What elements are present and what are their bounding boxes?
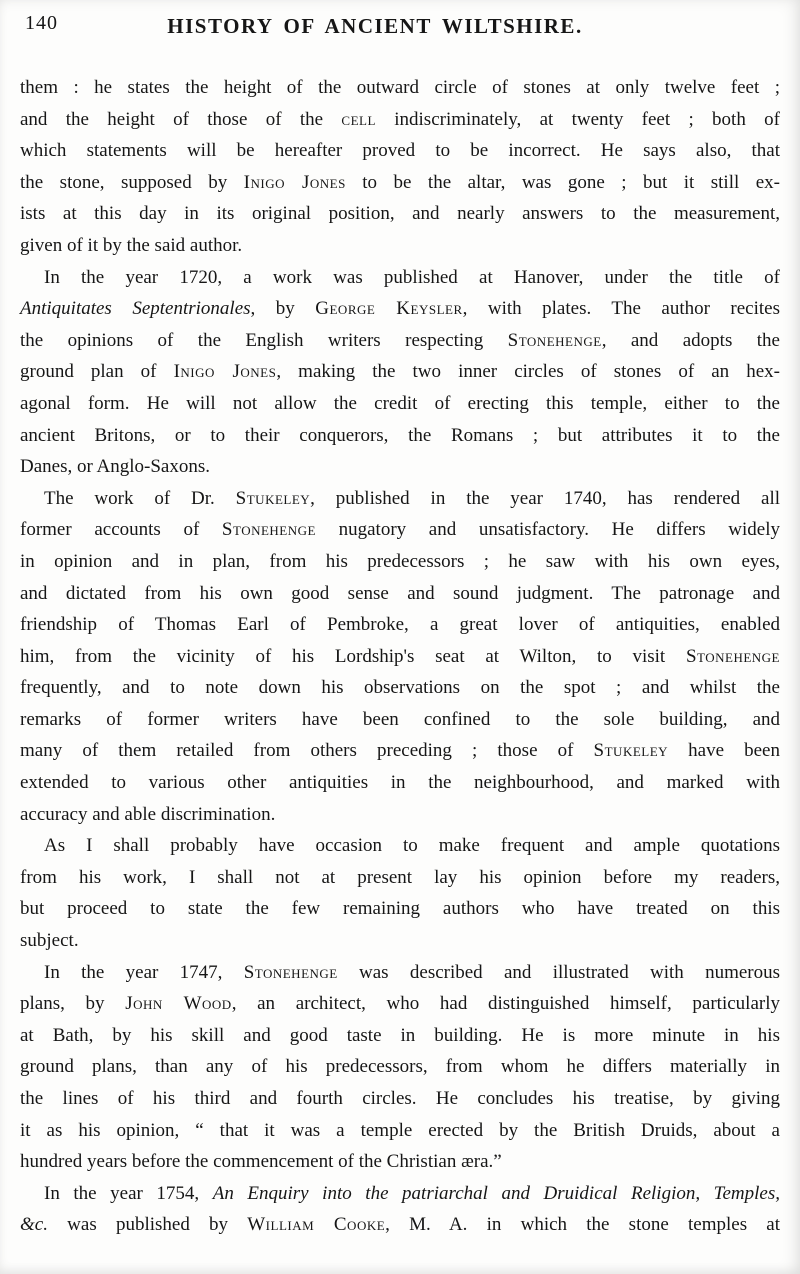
text-line bbox=[20, 167, 780, 199]
body-text: the lines of his third and fourth circles. He concludes his treatise, by giving bbox=[20, 1088, 780, 1109]
text-line bbox=[20, 578, 780, 610]
body-text: have been bbox=[668, 740, 780, 762]
text-line bbox=[20, 356, 780, 388]
body-text: was published by bbox=[47, 1214, 248, 1236]
body-text: , published in the year 1740, has rendered all bbox=[310, 487, 781, 509]
text-line bbox=[20, 1020, 780, 1052]
body-text: from his work, I shall not at present lay his opinion before my readers, bbox=[20, 866, 780, 888]
italic-text: &c. bbox=[20, 1214, 48, 1236]
text-line bbox=[20, 230, 780, 262]
body-text: accuracy and able discrimination. bbox=[20, 803, 276, 825]
body-text: the stone, supposed by bbox=[20, 171, 244, 193]
text-line bbox=[20, 1083, 780, 1115]
body-text: Danes, or Anglo-Saxons. bbox=[20, 456, 210, 478]
small-caps-text: Stonehenge bbox=[507, 329, 602, 351]
paragraph bbox=[20, 72, 780, 262]
small-caps-text: Stukeley bbox=[235, 487, 311, 509]
body-text: In the year 1720, a work was published at Hanover, under the title of bbox=[44, 266, 780, 288]
small-caps-text: Stukeley bbox=[593, 740, 669, 762]
body-text: given of it by the said author. bbox=[20, 234, 243, 256]
body-text: and dictated from his own good sense and sound judgment. The patronage and bbox=[20, 582, 780, 604]
text-line bbox=[20, 388, 780, 420]
text-line bbox=[20, 609, 780, 641]
body-text: which statements will be hereafter proved to be incorrect. He says also, that bbox=[20, 140, 780, 162]
body-text: ground plan of bbox=[20, 361, 174, 383]
body-text: was described and illustrated with numerous bbox=[337, 961, 780, 983]
text-line bbox=[20, 799, 780, 831]
text-line bbox=[20, 262, 780, 294]
small-caps-text: cell bbox=[341, 108, 376, 130]
text-line bbox=[20, 135, 780, 167]
body-text: In the year 1747, bbox=[44, 961, 244, 983]
body-text: ists at this day in its original position, and nearly answers to the measurement, bbox=[20, 203, 780, 225]
body-text: in opinion and in plan, from his predecessors ; he saw with his own eyes, bbox=[20, 550, 780, 572]
body-text: former accounts of bbox=[20, 519, 222, 541]
body-text: at Bath, by his skill and good taste in building. He is more minute in his bbox=[20, 1024, 780, 1046]
body-text: agonal form. He will not allow the credit of erecting this temple, either to the bbox=[20, 392, 780, 414]
page-body bbox=[20, 72, 780, 1241]
body-text: In the year 1754, bbox=[44, 1182, 213, 1204]
body-text: but proceed to state the few remaining authors who have treated on this bbox=[20, 898, 780, 920]
running-title: HISTORY OF ANCIENT WILTSHIRE. bbox=[167, 14, 583, 38]
body-text: extended to various other antiquities in the neighbourhood, and marked with bbox=[20, 772, 780, 794]
small-caps-text: George Keysler bbox=[315, 298, 463, 320]
body-text: them : he states the height of the outward circle of stones at only twelve feet ; bbox=[20, 77, 780, 98]
body-text: hundred years before the commencement of the Christian æra.” bbox=[20, 1151, 502, 1173]
paragraph bbox=[20, 262, 780, 483]
text-line bbox=[20, 1146, 780, 1178]
body-text: , making the two inner circles of stones of an hex- bbox=[276, 361, 780, 383]
page-header bbox=[0, 0, 800, 44]
body-text: , with plates. The author recites bbox=[462, 298, 780, 320]
text-line bbox=[20, 672, 780, 704]
body-text: , and adopts the bbox=[601, 329, 780, 351]
text-line bbox=[20, 1051, 780, 1083]
small-caps-text: William Cooke bbox=[247, 1214, 386, 1236]
text-line bbox=[20, 735, 780, 767]
text-line bbox=[20, 1178, 780, 1210]
text-line bbox=[20, 767, 780, 799]
italic-text: An Enquiry into the patriarchal and Druidical Religion, Temples, bbox=[212, 1182, 780, 1204]
text-line bbox=[20, 514, 780, 546]
text-line bbox=[20, 483, 780, 515]
text-line bbox=[20, 830, 780, 862]
text-line bbox=[20, 293, 780, 325]
body-text: The work of Dr. bbox=[44, 487, 236, 509]
text-line bbox=[20, 1115, 780, 1147]
paragraph bbox=[20, 483, 780, 831]
body-text: , an architect, who had distinguished himself, particularly bbox=[231, 993, 780, 1015]
body-text: ancient Britons, or to their conquerors, the Romans ; but attributes it to the bbox=[20, 424, 780, 446]
text-line bbox=[20, 325, 780, 357]
body-text: subject. bbox=[20, 930, 79, 952]
body-text: friendship of Thomas Earl of Pembroke, a great lover of antiquities, enabled bbox=[20, 614, 780, 636]
body-text: , by bbox=[250, 298, 316, 320]
text-line bbox=[20, 957, 780, 989]
text-line bbox=[20, 988, 780, 1020]
small-caps-text: Inigo Jones bbox=[243, 171, 346, 193]
paragraph bbox=[20, 830, 780, 956]
text-line bbox=[20, 420, 780, 452]
small-caps-text: Stonehenge bbox=[221, 519, 316, 541]
body-text: indiscriminately, at twenty feet ; both of bbox=[375, 108, 780, 130]
text-line bbox=[20, 451, 780, 483]
body-text: and the height of those of the bbox=[20, 108, 342, 130]
text-line bbox=[20, 641, 780, 673]
page-number: 140 bbox=[25, 12, 58, 34]
body-text: remarks of former writers have been confined to the sole building, and bbox=[20, 708, 780, 730]
text-line bbox=[20, 72, 780, 104]
body-text: nugatory and unsatisfactory. He differs widely bbox=[315, 519, 780, 541]
italic-text: Antiquitates Septentrionales bbox=[20, 298, 251, 320]
body-text: ground plans, than any of his predecessors, from whom he differs materially in bbox=[20, 1056, 780, 1078]
small-caps-text: Stonehenge bbox=[243, 961, 338, 983]
small-caps-text: Inigo Jones bbox=[173, 361, 277, 383]
text-line bbox=[20, 893, 780, 925]
body-text: the opinions of the English writers respecting bbox=[20, 329, 508, 351]
text-line bbox=[20, 1209, 780, 1241]
text-line bbox=[20, 104, 780, 136]
small-caps-text: John Wood bbox=[125, 993, 232, 1015]
paragraph bbox=[20, 1178, 780, 1241]
body-text: As I shall probably have occasion to make frequent and ample quotations bbox=[44, 835, 780, 857]
body-text: plans, by bbox=[20, 993, 126, 1015]
body-text: frequently, and to note down his observations on the spot ; and whilst the bbox=[20, 677, 780, 699]
small-caps-text: Stonehenge bbox=[685, 645, 780, 667]
text-line bbox=[20, 862, 780, 894]
text-line bbox=[20, 198, 780, 230]
body-text: to be the altar, was gone ; but it still ex- bbox=[345, 171, 780, 193]
text-line bbox=[20, 546, 780, 578]
body-text: it as his opinion, “ that it was a temple erected by the British Druids, about a bbox=[20, 1119, 780, 1141]
paragraph bbox=[20, 957, 780, 1178]
text-line bbox=[20, 704, 780, 736]
body-text: many of them retailed from others preceding ; those of bbox=[20, 740, 594, 762]
body-text: him, from the vicinity of his Lordship's seat at Wilton, to visit bbox=[20, 645, 686, 667]
body-text: , M. A. in which the stone temples at bbox=[385, 1214, 781, 1236]
text-line bbox=[20, 925, 780, 957]
